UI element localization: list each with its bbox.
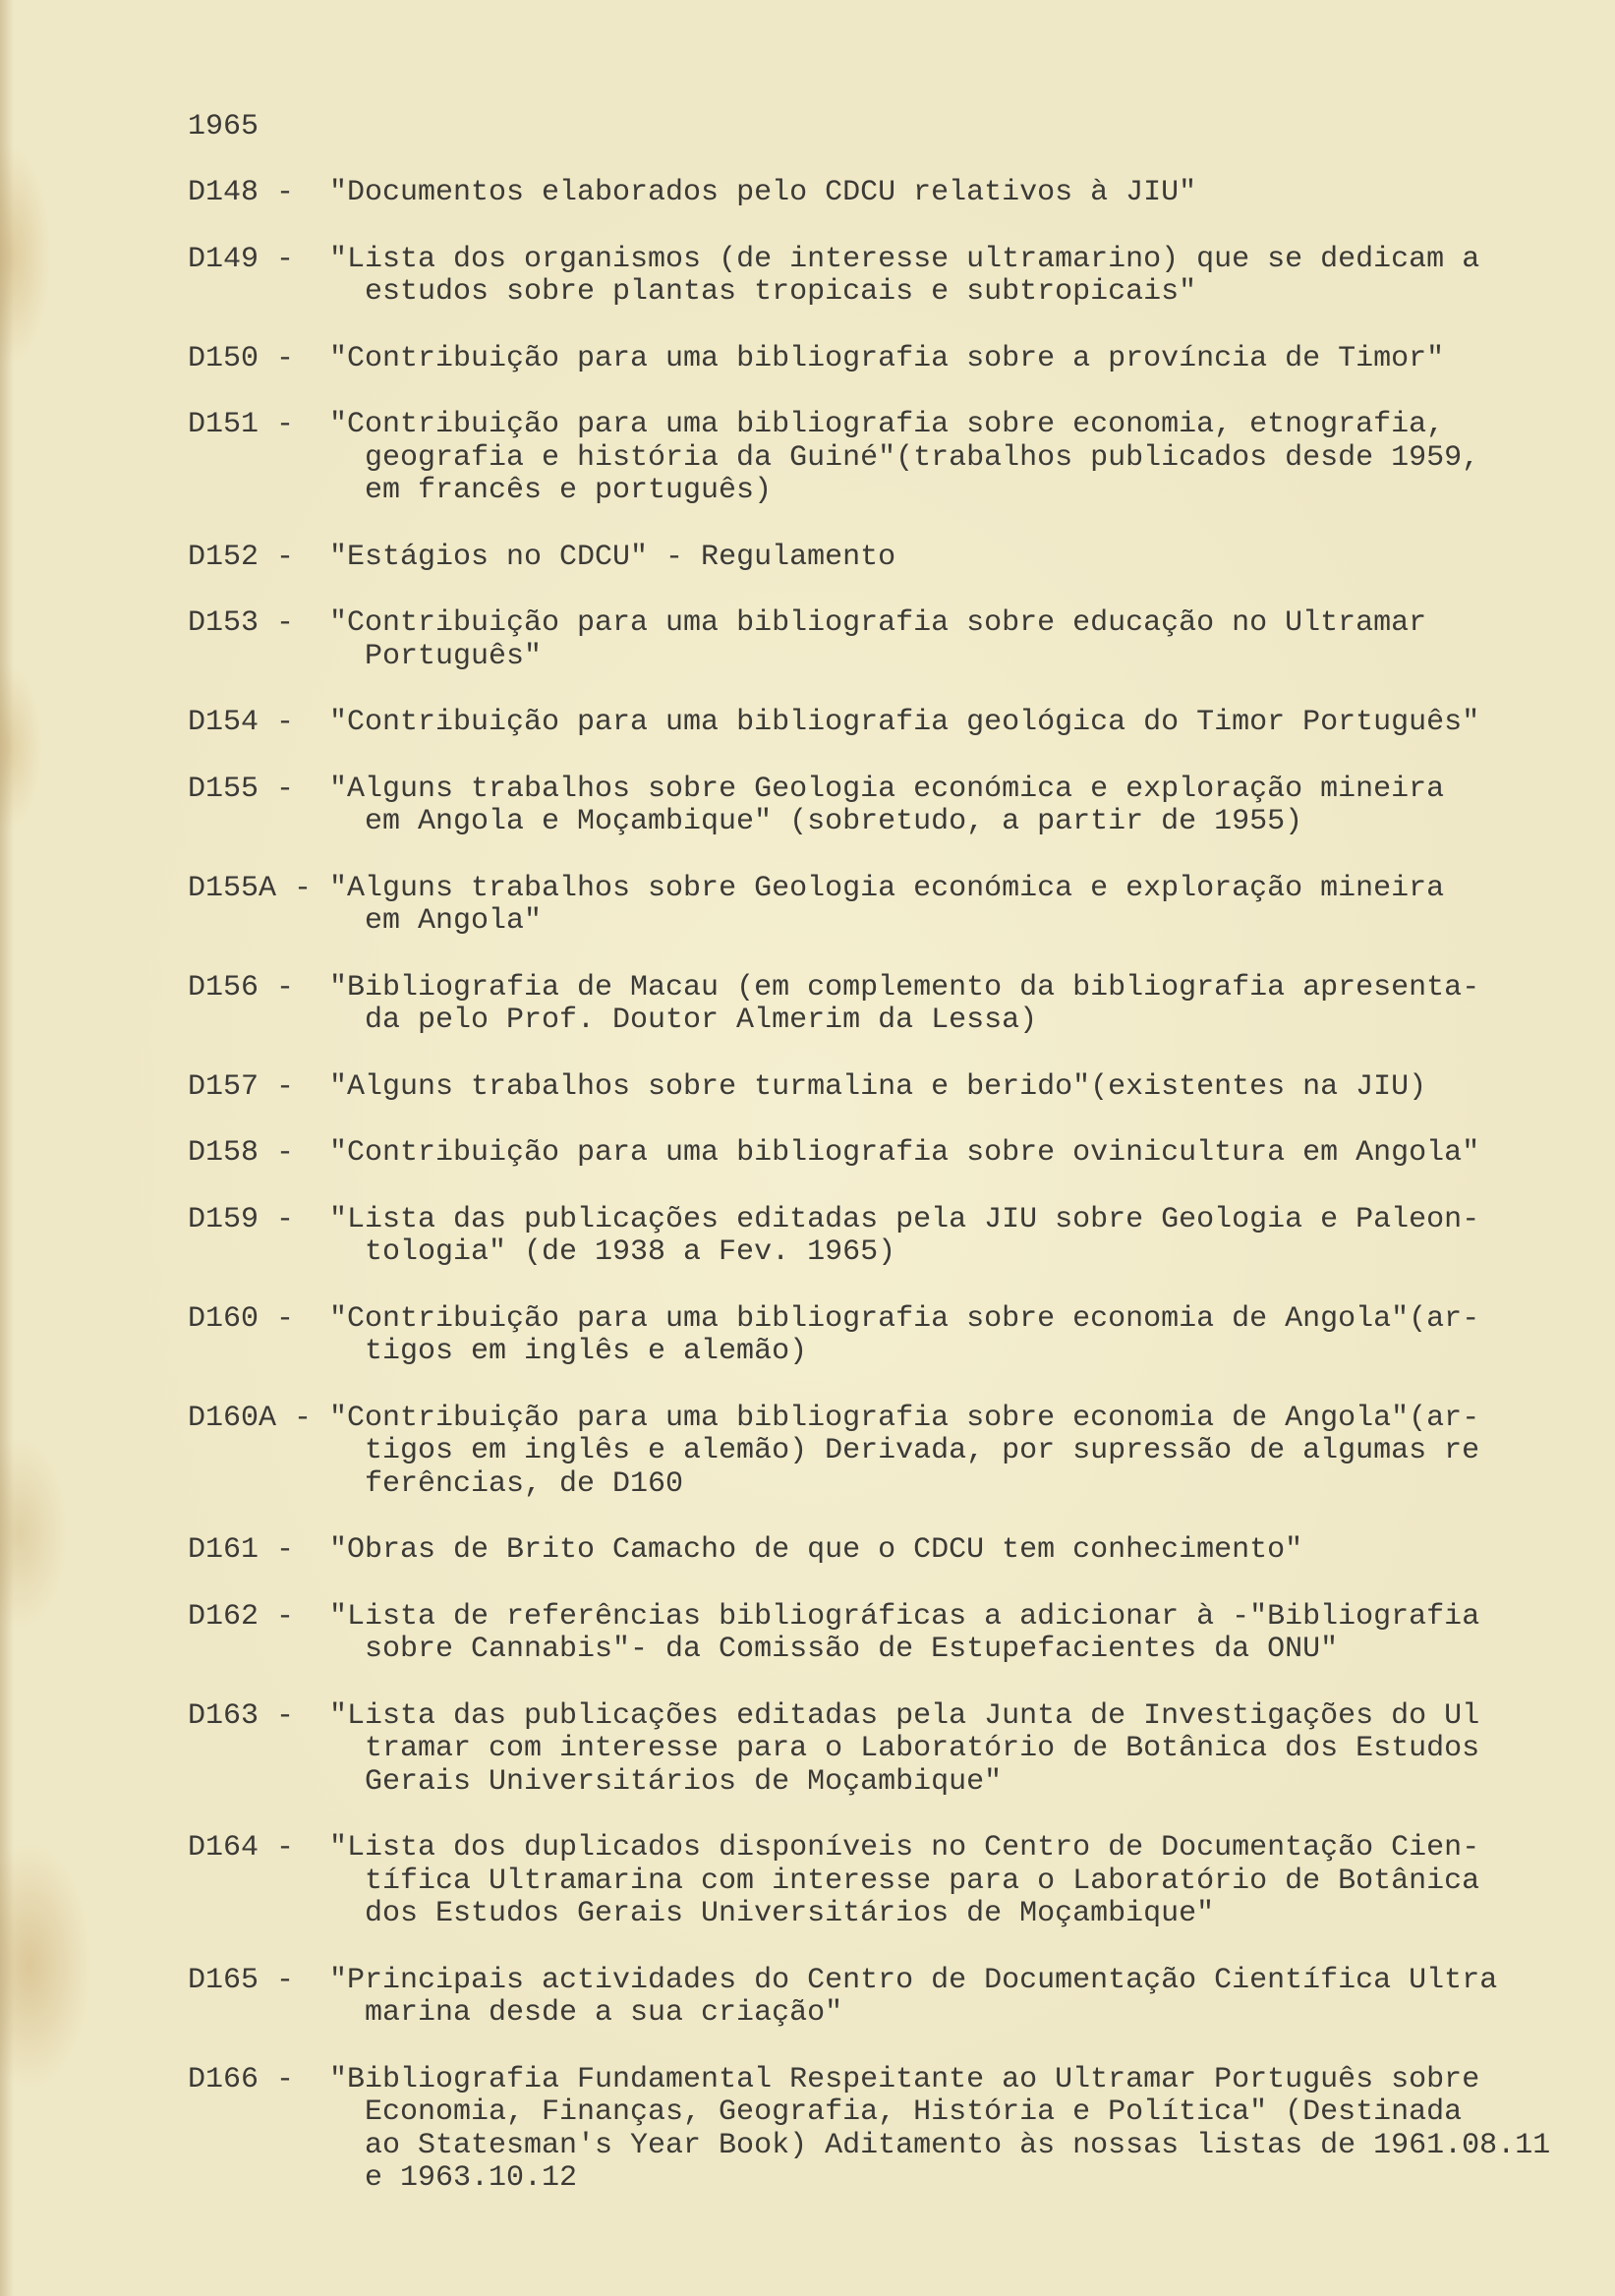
entry-line: "Contribuição para uma bibliografia sobre educação no Ultramar bbox=[329, 606, 1427, 640]
list-entry bbox=[188, 177, 1544, 210]
list-entry bbox=[188, 1204, 1544, 1270]
entry-id: D154 bbox=[188, 706, 260, 739]
entry-line: em francês e português) bbox=[365, 474, 773, 507]
entry-id: D156 bbox=[188, 970, 260, 1004]
entry-title bbox=[329, 972, 1544, 1038]
list-entry bbox=[188, 873, 1544, 939]
list-entry bbox=[188, 972, 1544, 1038]
entry-title bbox=[329, 542, 1544, 575]
entry-line: "Lista das publicações editadas pela JIU sobre Geologia e Paleon- bbox=[329, 1202, 1480, 1236]
entry-id: D148 bbox=[188, 176, 260, 209]
entry-line: tigos em inglês e alemão) bbox=[365, 1335, 808, 1368]
entry-id: D157 bbox=[188, 1069, 260, 1104]
entry-id: D150 bbox=[188, 341, 260, 375]
entry-separator: - bbox=[259, 706, 295, 739]
entry-title bbox=[329, 1137, 1544, 1171]
list-entry bbox=[188, 1832, 1544, 1931]
list-entry bbox=[188, 244, 1544, 310]
entry-line: tigos em inglês e alemão) Derivada, por supressão de algumas re bbox=[365, 1434, 1480, 1467]
entry-code bbox=[188, 244, 329, 310]
entry-title bbox=[329, 409, 1544, 508]
entry-line: Português" bbox=[365, 639, 543, 673]
entry-line: estudos sobre plantas tropicais e subtropicais" bbox=[365, 275, 1197, 309]
entry-id: D152 bbox=[188, 540, 260, 574]
entry-line: "Contribuição para uma bibliografia sobre economia, etnografia, bbox=[329, 408, 1445, 441]
entry-line: "Alguns trabalhos sobre Geologia económica e exploração mineira bbox=[329, 772, 1445, 806]
entry-code bbox=[188, 774, 329, 839]
entry-code bbox=[188, 1832, 329, 1931]
list-entry bbox=[188, 1303, 1544, 1369]
entry-separator: - bbox=[259, 1698, 295, 1733]
entry-line: "Documentos elaborados pelo CDCU relativos à JIU" bbox=[329, 176, 1197, 209]
entry-code bbox=[188, 1071, 329, 1105]
entry-line: "Lista das publicações editadas pela Junta de Investigações do Ul bbox=[329, 1698, 1480, 1733]
entry-title bbox=[329, 1601, 1544, 1667]
entry-line: e 1963.10.12 bbox=[365, 2161, 578, 2195]
entry-title bbox=[329, 707, 1544, 740]
entry-id: D164 bbox=[188, 1831, 260, 1865]
entry-separator: - bbox=[259, 970, 295, 1004]
entry-id: D155A bbox=[188, 871, 277, 905]
entry-separator: - bbox=[259, 1069, 295, 1104]
entry-code bbox=[188, 1403, 329, 1502]
entry-code bbox=[188, 607, 329, 673]
entry-line: dos Estudos Gerais Universitários de Moçambique" bbox=[365, 1897, 1215, 1930]
entry-separator: - bbox=[259, 1202, 295, 1236]
entry-id: D158 bbox=[188, 1136, 260, 1170]
entry-line: "Alguns trabalhos sobre turmalina e berido"(existentes na JIU) bbox=[329, 1069, 1427, 1104]
entry-line: "Bibliografia Fundamental Respeitante ao Ultramar Português sobre bbox=[329, 2062, 1480, 2096]
entry-separator: - bbox=[259, 408, 295, 441]
entry-code bbox=[188, 1965, 329, 2031]
entry-line: "Obras de Brito Camacho de que o CDCU tem conhecimento" bbox=[329, 1533, 1303, 1567]
entry-separator: - bbox=[276, 871, 313, 905]
entry-title bbox=[329, 607, 1544, 673]
entry-line: geografia e história da Guiné"(trabalhos publicados desde 1959, bbox=[365, 440, 1480, 475]
entry-line: "Estágios no CDCU" - Regulamento bbox=[329, 540, 896, 574]
entry-line: "Contribuição para uma bibliografia sobre economia de Angola"(ar- bbox=[329, 1401, 1480, 1435]
entry-line: "Principais actividades do Centro de Documentação Científica Ultra bbox=[329, 1963, 1498, 1997]
entry-id: D159 bbox=[188, 1202, 260, 1236]
list-entry bbox=[188, 1071, 1544, 1105]
entry-id: D151 bbox=[188, 408, 260, 441]
entry-id: D166 bbox=[188, 2062, 260, 2096]
entry-id: D165 bbox=[188, 1963, 260, 1997]
entry-title bbox=[329, 1965, 1544, 2031]
entry-line: "Contribuição para uma bibliografia sobre ovinicultura em Angola" bbox=[329, 1136, 1480, 1170]
list-entry bbox=[188, 542, 1544, 575]
entry-line: tologia" (de 1938 a Fev. 1965) bbox=[365, 1235, 896, 1269]
entry-code bbox=[188, 707, 329, 740]
entry-separator: - bbox=[259, 606, 295, 640]
entry-separator: - bbox=[259, 242, 295, 276]
entry-separator: - bbox=[259, 540, 295, 574]
entry-id: D155 bbox=[188, 772, 260, 806]
entry-line: "Lista dos duplicados disponíveis no Centro de Documentação Cien- bbox=[329, 1831, 1480, 1865]
entry-line: Gerais Universitários de Moçambique" bbox=[365, 1764, 1003, 1799]
entry-title bbox=[329, 343, 1544, 376]
document-year: 1965 bbox=[188, 110, 260, 144]
entry-line: "Lista dos organismos (de interesse ultramarino) que se dedicam a bbox=[329, 242, 1480, 276]
entry-id: D162 bbox=[188, 1599, 260, 1634]
entry-title bbox=[329, 1403, 1544, 1502]
entry-line: da pelo Prof. Doutor Almerim da Lessa) bbox=[365, 1004, 1038, 1037]
list-entry bbox=[188, 1700, 1544, 1800]
entry-title bbox=[329, 1700, 1544, 1800]
entry-line: em Angola" bbox=[365, 904, 543, 938]
entry-title bbox=[329, 244, 1544, 310]
entry-title bbox=[329, 2064, 1550, 2196]
document-list bbox=[188, 176, 1551, 2229]
entry-code bbox=[188, 873, 329, 939]
entry-id: D153 bbox=[188, 606, 260, 640]
list-entry bbox=[188, 409, 1544, 508]
entry-separator: - bbox=[259, 1533, 295, 1567]
entry-separator: - bbox=[259, 1301, 295, 1336]
list-entry bbox=[188, 343, 1544, 376]
entry-line: "Contribuição para uma bibliografia geológica do Timor Português" bbox=[329, 706, 1480, 739]
entry-title bbox=[329, 1534, 1544, 1568]
entry-code bbox=[188, 2064, 329, 2196]
entry-code bbox=[188, 972, 329, 1038]
entry-title bbox=[329, 1303, 1544, 1369]
entry-title bbox=[329, 1832, 1544, 1931]
entry-line: Economia, Finanças, Geografia, História e Política" (Destinada bbox=[365, 2095, 1463, 2129]
list-entry bbox=[188, 1403, 1544, 1502]
list-entry bbox=[188, 1137, 1544, 1171]
entry-code bbox=[188, 1534, 329, 1568]
entry-code bbox=[188, 1601, 329, 1667]
page-edge-stain bbox=[0, 0, 14, 2296]
entry-title bbox=[329, 177, 1544, 210]
entry-title bbox=[329, 774, 1544, 839]
list-entry bbox=[188, 1601, 1544, 1667]
entry-title bbox=[329, 1071, 1544, 1105]
entry-line: "Contribuição para uma bibliografia sobre a província de Timor" bbox=[329, 341, 1445, 375]
entry-separator: - bbox=[259, 1831, 295, 1865]
entry-line: "Bibliografia de Macau (em complemento da bibliografia apresenta- bbox=[329, 970, 1480, 1004]
entry-line: ferências, de D160 bbox=[365, 1466, 684, 1501]
entry-separator: - bbox=[259, 1599, 295, 1634]
entry-code bbox=[188, 1204, 329, 1270]
entry-id: D149 bbox=[188, 242, 260, 276]
entry-code bbox=[188, 177, 329, 210]
entry-title bbox=[329, 873, 1544, 939]
entry-line: em Angola e Moçambique" (sobretudo, a partir de 1955) bbox=[365, 805, 1303, 838]
entry-separator: - bbox=[259, 341, 295, 375]
entry-code bbox=[188, 1303, 329, 1369]
entry-line: "Alguns trabalhos sobre Geologia económica e exploração mineira bbox=[329, 871, 1445, 905]
entry-line: "Contribuição para uma bibliografia sobre economia de Angola"(ar- bbox=[329, 1301, 1480, 1336]
entry-line: tífica Ultramarina com interesse para o Laboratório de Botânica bbox=[365, 1864, 1480, 1898]
list-entry bbox=[188, 1965, 1544, 2031]
entry-id: D161 bbox=[188, 1533, 260, 1567]
list-entry bbox=[188, 707, 1544, 740]
list-entry bbox=[188, 774, 1544, 839]
entry-separator: - bbox=[259, 176, 295, 209]
entry-separator: - bbox=[259, 2062, 295, 2096]
list-entry bbox=[188, 1534, 1544, 1568]
list-entry bbox=[188, 607, 1544, 673]
entry-separator: - bbox=[259, 772, 295, 806]
entry-separator: - bbox=[276, 1401, 313, 1435]
entry-code bbox=[188, 542, 329, 575]
entry-separator: - bbox=[259, 1963, 295, 1997]
entry-title bbox=[329, 1204, 1544, 1270]
entry-line: sobre Cannabis"- da Comissão de Estupefacientes da ONU" bbox=[365, 1633, 1339, 1666]
entry-id: D160 bbox=[188, 1301, 260, 1336]
entry-line: "Lista de referências bibliográficas a adicionar à -"Bibliografia bbox=[329, 1599, 1480, 1634]
entry-code bbox=[188, 409, 329, 508]
entry-id: D160A bbox=[188, 1401, 277, 1435]
entry-code bbox=[188, 343, 329, 376]
entry-separator: - bbox=[259, 1136, 295, 1170]
entry-code bbox=[188, 1137, 329, 1171]
list-entry bbox=[188, 2062, 1551, 2196]
entry-line: marina desde a sua criação" bbox=[365, 1996, 843, 2030]
entry-id: D163 bbox=[188, 1698, 260, 1733]
entry-line: ao Statesman's Year Book) Aditamento às nossas listas de 1961.08.11 bbox=[365, 2128, 1551, 2162]
entry-code bbox=[188, 1700, 329, 1800]
entry-line: tramar com interesse para o Laboratório de Botânica dos Estudos bbox=[365, 1732, 1480, 1765]
